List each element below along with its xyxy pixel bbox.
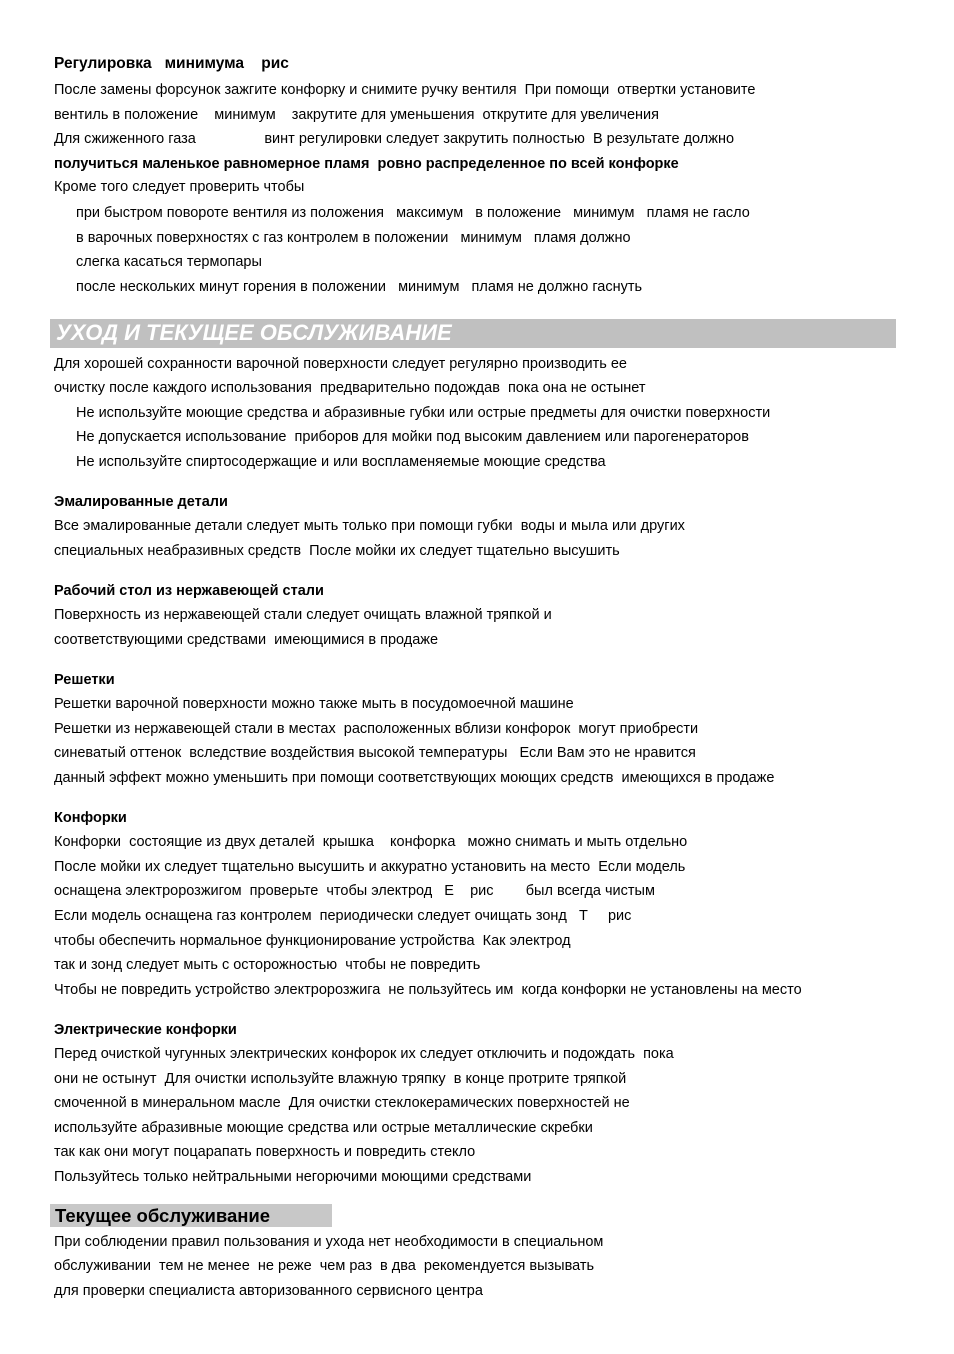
section-title-burners: Конфорки — [54, 810, 127, 826]
text-line: Решетки варочной поверхности можно также мыть в посудомоечной машине — [54, 696, 574, 712]
text-line: Для хорошей сохранности варочной поверхности следует регулярно производить ее — [54, 356, 627, 372]
text-line: После мойки их следует тщательно высушить и аккуратно установить на место Если модель — [54, 859, 686, 875]
text-line: Для сжиженного газа винт регулировки следует закрутить полностью В результате должно — [54, 131, 735, 147]
text-line: они не остынут Для очистки используйте влажную тряпку в конце протрите тряпкой — [54, 1071, 627, 1087]
text-line: обслуживании тем не менее не реже чем раз в два рекомендуется вызывать — [54, 1258, 595, 1274]
maintenance-banner-title: Текущее обслуживание — [55, 1205, 271, 1226]
text-line-bold: получиться маленькое равномерное пламя ровно распределенное по всей конфорке — [54, 156, 679, 172]
text-line: Поверхность из нержавеющей стали следует очищать влажной тряпкой и — [54, 607, 552, 623]
section-title-steel: Рабочий стол из нержавеющей стали — [54, 583, 324, 599]
text-line: используйте абразивные моющие средства или острые металлические скребки — [54, 1120, 593, 1136]
text-line: При соблюдении правил пользования и ухода нет необходимости в специальном — [54, 1234, 604, 1250]
section-title-electric: Электрические конфорки — [54, 1022, 237, 1038]
section-title-enamel: Эмалированные детали — [54, 494, 228, 510]
list-item: Не используйте спиртосодержащие и или воспламеняемые моющие средства — [76, 454, 606, 470]
list-item: Не допускается использование приборов для мойки под высоким давлением или парогенераторов — [76, 429, 749, 445]
text-line: чтобы обеспечить нормальное функционирование устройства Как электрод — [54, 933, 571, 949]
text-line: Перед очисткой чугунных электрических конфорок их следует отключить и подождать пока — [54, 1046, 674, 1062]
text-line: Пользуйтесь только нейтральными негорючими моющими средствами — [54, 1169, 532, 1185]
section-title-min-adjust: Регулировка минимума рис — [54, 55, 289, 72]
text-line: данный эффект можно уменьшить при помощи соответствующих моющих средств имеющихся в продаже — [54, 770, 775, 786]
text-line: специальных неабразивных средств После мойки их следует тщательно высушить — [54, 543, 620, 559]
care-banner — [50, 319, 896, 348]
section-title-grates: Решетки — [54, 672, 115, 688]
text-line: Все эмалированные детали следует мыть только при помощи губки воды и мыла или других — [54, 518, 685, 534]
text-line: вентиль в положение минимум закрутите для уменьшения открутите для увеличения — [54, 107, 659, 123]
text-line: Решетки из нержавеющей стали в местах расположенных вблизи конфорок могут приобрести — [54, 721, 699, 737]
list-item: при быстром повороте вентиля из положения максимум в положение минимум пламя не гасло — [76, 205, 750, 221]
list-item: в варочных поверхностях с газ контролем в положении минимум пламя должно — [76, 230, 631, 246]
list-item: Не используйте моющие средства и абразивные губки или острые предметы для очистки поверхности — [76, 405, 771, 421]
text-line: Кроме того следует проверить чтобы — [54, 179, 305, 195]
text-line: смоченной в минеральном масле Для очистки стеклокерамических поверхностей не — [54, 1095, 630, 1111]
text-line: для проверки специалиста авторизованного сервисного центра — [54, 1283, 483, 1299]
text-line: Если модель оснащена газ контролем периодически следует очищать зонд Т рис — [54, 908, 632, 924]
text-line: Конфорки состоящие из двух деталей крышка конфорка можно снимать и мыть отдельно — [54, 834, 688, 850]
maintenance-banner — [50, 1204, 332, 1227]
list-item: слегка касаться термопары — [76, 254, 262, 270]
text-line: так и зонд следует мыть с осторожностью чтобы не повредить — [54, 957, 481, 973]
text-line: соответствующими средствами имеющимися в продаже — [54, 632, 439, 648]
list-item: после нескольких минут горения в положении минимум пламя не должно гаснуть — [76, 279, 643, 295]
text-line: Чтобы не повредить устройство электророзжига не пользуйтесь им когда конфорки не установлены на место — [54, 982, 802, 998]
text-line: оснащена электророзжигом проверьте чтобы электрод Е рис был всегда чистым — [54, 883, 655, 899]
text-line: так как они могут поцарапать поверхность и повредить стекло — [54, 1144, 476, 1160]
text-line: очистку после каждого использования предварительно подождав пока она не остынет — [54, 380, 646, 396]
text-line: синеватый оттенок вследствие воздействия высокой температуры Если Вам это не нравится — [54, 745, 696, 761]
care-banner-title: УХОД И ТЕКУЩЕЕ ОБСЛУЖИВАНИЕ — [56, 320, 452, 345]
text-line: После замены форсунок зажгите конфорку и снимите ручку вентиля При помощи отвертки установите — [54, 82, 756, 98]
